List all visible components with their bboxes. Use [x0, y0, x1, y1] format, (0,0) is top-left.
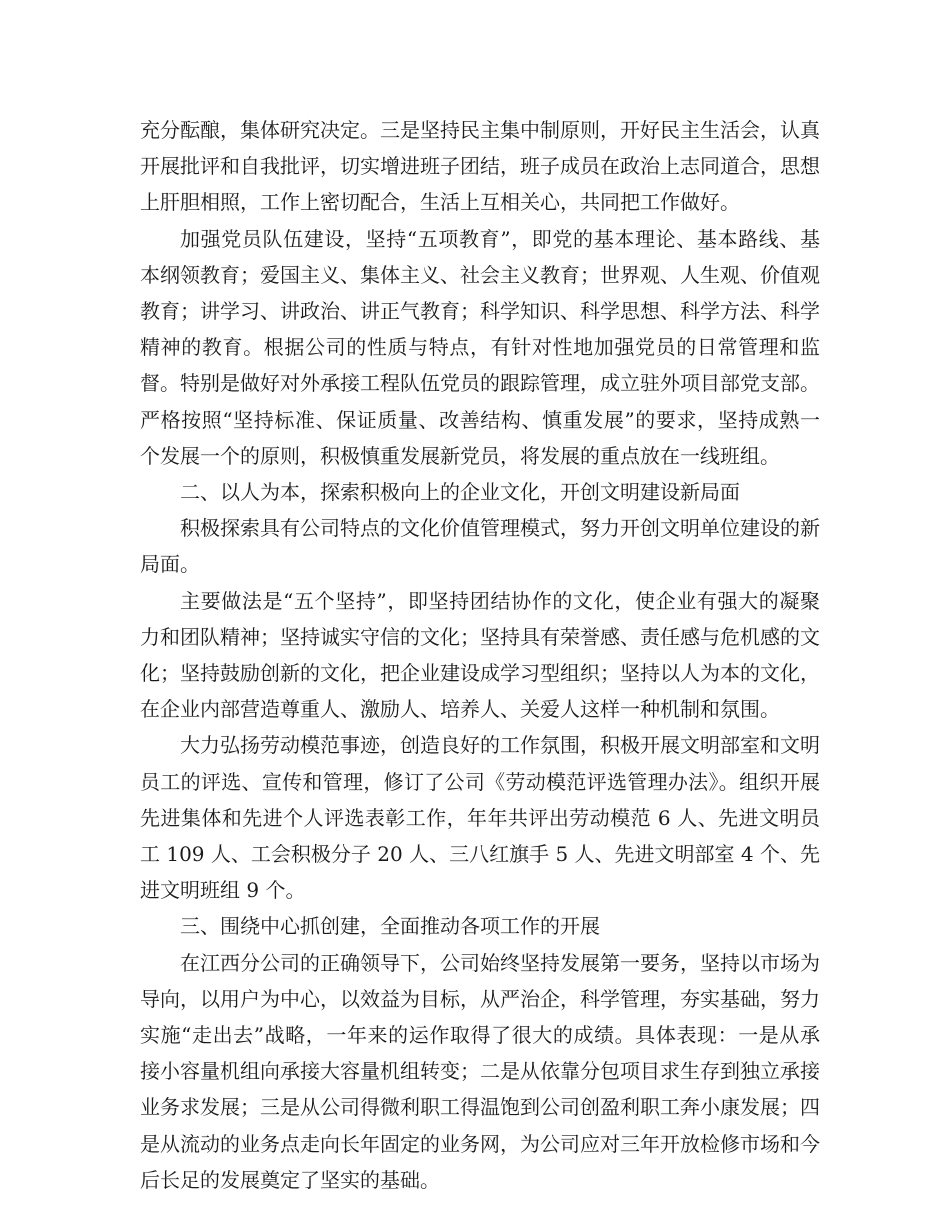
- paragraph-continuation: 充分酝酿，集体研究决定。三是坚持民主集中制原则，开好民主生活会，认真开展批评和自我批评，切实增进班子团结，班子成员在政治上志同道合，思想上肝胆相照，工作上密切配合，生活上互相关心，共同把工作做好。: [140, 118, 820, 215]
- paragraph-culture-model: 积极探索具有公司特点的文化价值管理模式，努力开创文明单位建设的新局面。: [140, 516, 820, 577]
- section-heading-three: 三、围绕中心抓创建，全面推动各项工作的开展: [180, 914, 600, 939]
- document-page: [140, 112, 820, 1198]
- paragraph-labor-models: 大力弘扬劳动模范事迹，创造良好的工作氛围，积极开展文明部室和文明员工的评选、宣传和管理，修订了公司《劳动模范评选管理办法》。组织开展先进集体和先进个人评选表彰工作，年年共评出劳动模范 6 人、先进文明员工 109 人、工会积极分子 20 人、三八红旗手 5 人、先进文明部室 4 个、先进文明班组 9 个。: [140, 733, 820, 903]
- paragraph-five-persistences: 主要做法是“五个坚持”，即坚持团结协作的文化，使企业有强大的凝聚力和团队精神；坚持诚实守信的文化；坚持具有荣誉感、责任感与危机感的文化；坚持鼓励创新的文化，把企业建设成学习型组织；坚持以人为本的文化，在企业内部营造尊重人、激励人、培养人、关爱人这样一种机制和氛围。: [140, 588, 820, 722]
- section-heading-two: 二、以人为本，探索积极向上的企业文化，开创文明建设新局面: [180, 480, 740, 505]
- paragraph-development-results: 在江西分公司的正确领导下，公司始终坚持发展第一要务，坚持以市场为导向，以用户为中心，以效益为目标，从严治企，科学管理，夯实基础，努力实施“走出去”战略，一年来的运作取得了很大的成绩。具体表现：一是从承接小容量机组向承接大容量机组转变；二是从依靠分包项目求生存到独立承接业务求发展；三是从公司得微利职工得温饱到公司创盈利职工奔小康发展；四是从流动的业务点走向长年固定的业务网，为公司应对三年开放检修市场和今后长足的发展奠定了坚实的基础。: [140, 950, 820, 1192]
- paragraph-party-member-building: 加强党员队伍建设，坚持“五项教育”，即党的基本理论、基本路线、基本纲领教育；爱国主义、集体主义、社会主义教育；世界观、人生观、价值观教育；讲学习、讲政治、讲正气教育；科学知识、科学思想、科学方法、科学精神的教育。根据公司的性质与特点，有针对性地加强党员的日常管理和监督。特别是做好对外承接工程队伍党员的跟踪管理，成立驻外项目部党支部。严格按照“坚持标准、保证质量、改善结构、慎重发展”的要求，坚持成熟一个发展一个的原则，积极慎重发展新党员，将发展的重点放在一线班组。: [140, 226, 820, 468]
